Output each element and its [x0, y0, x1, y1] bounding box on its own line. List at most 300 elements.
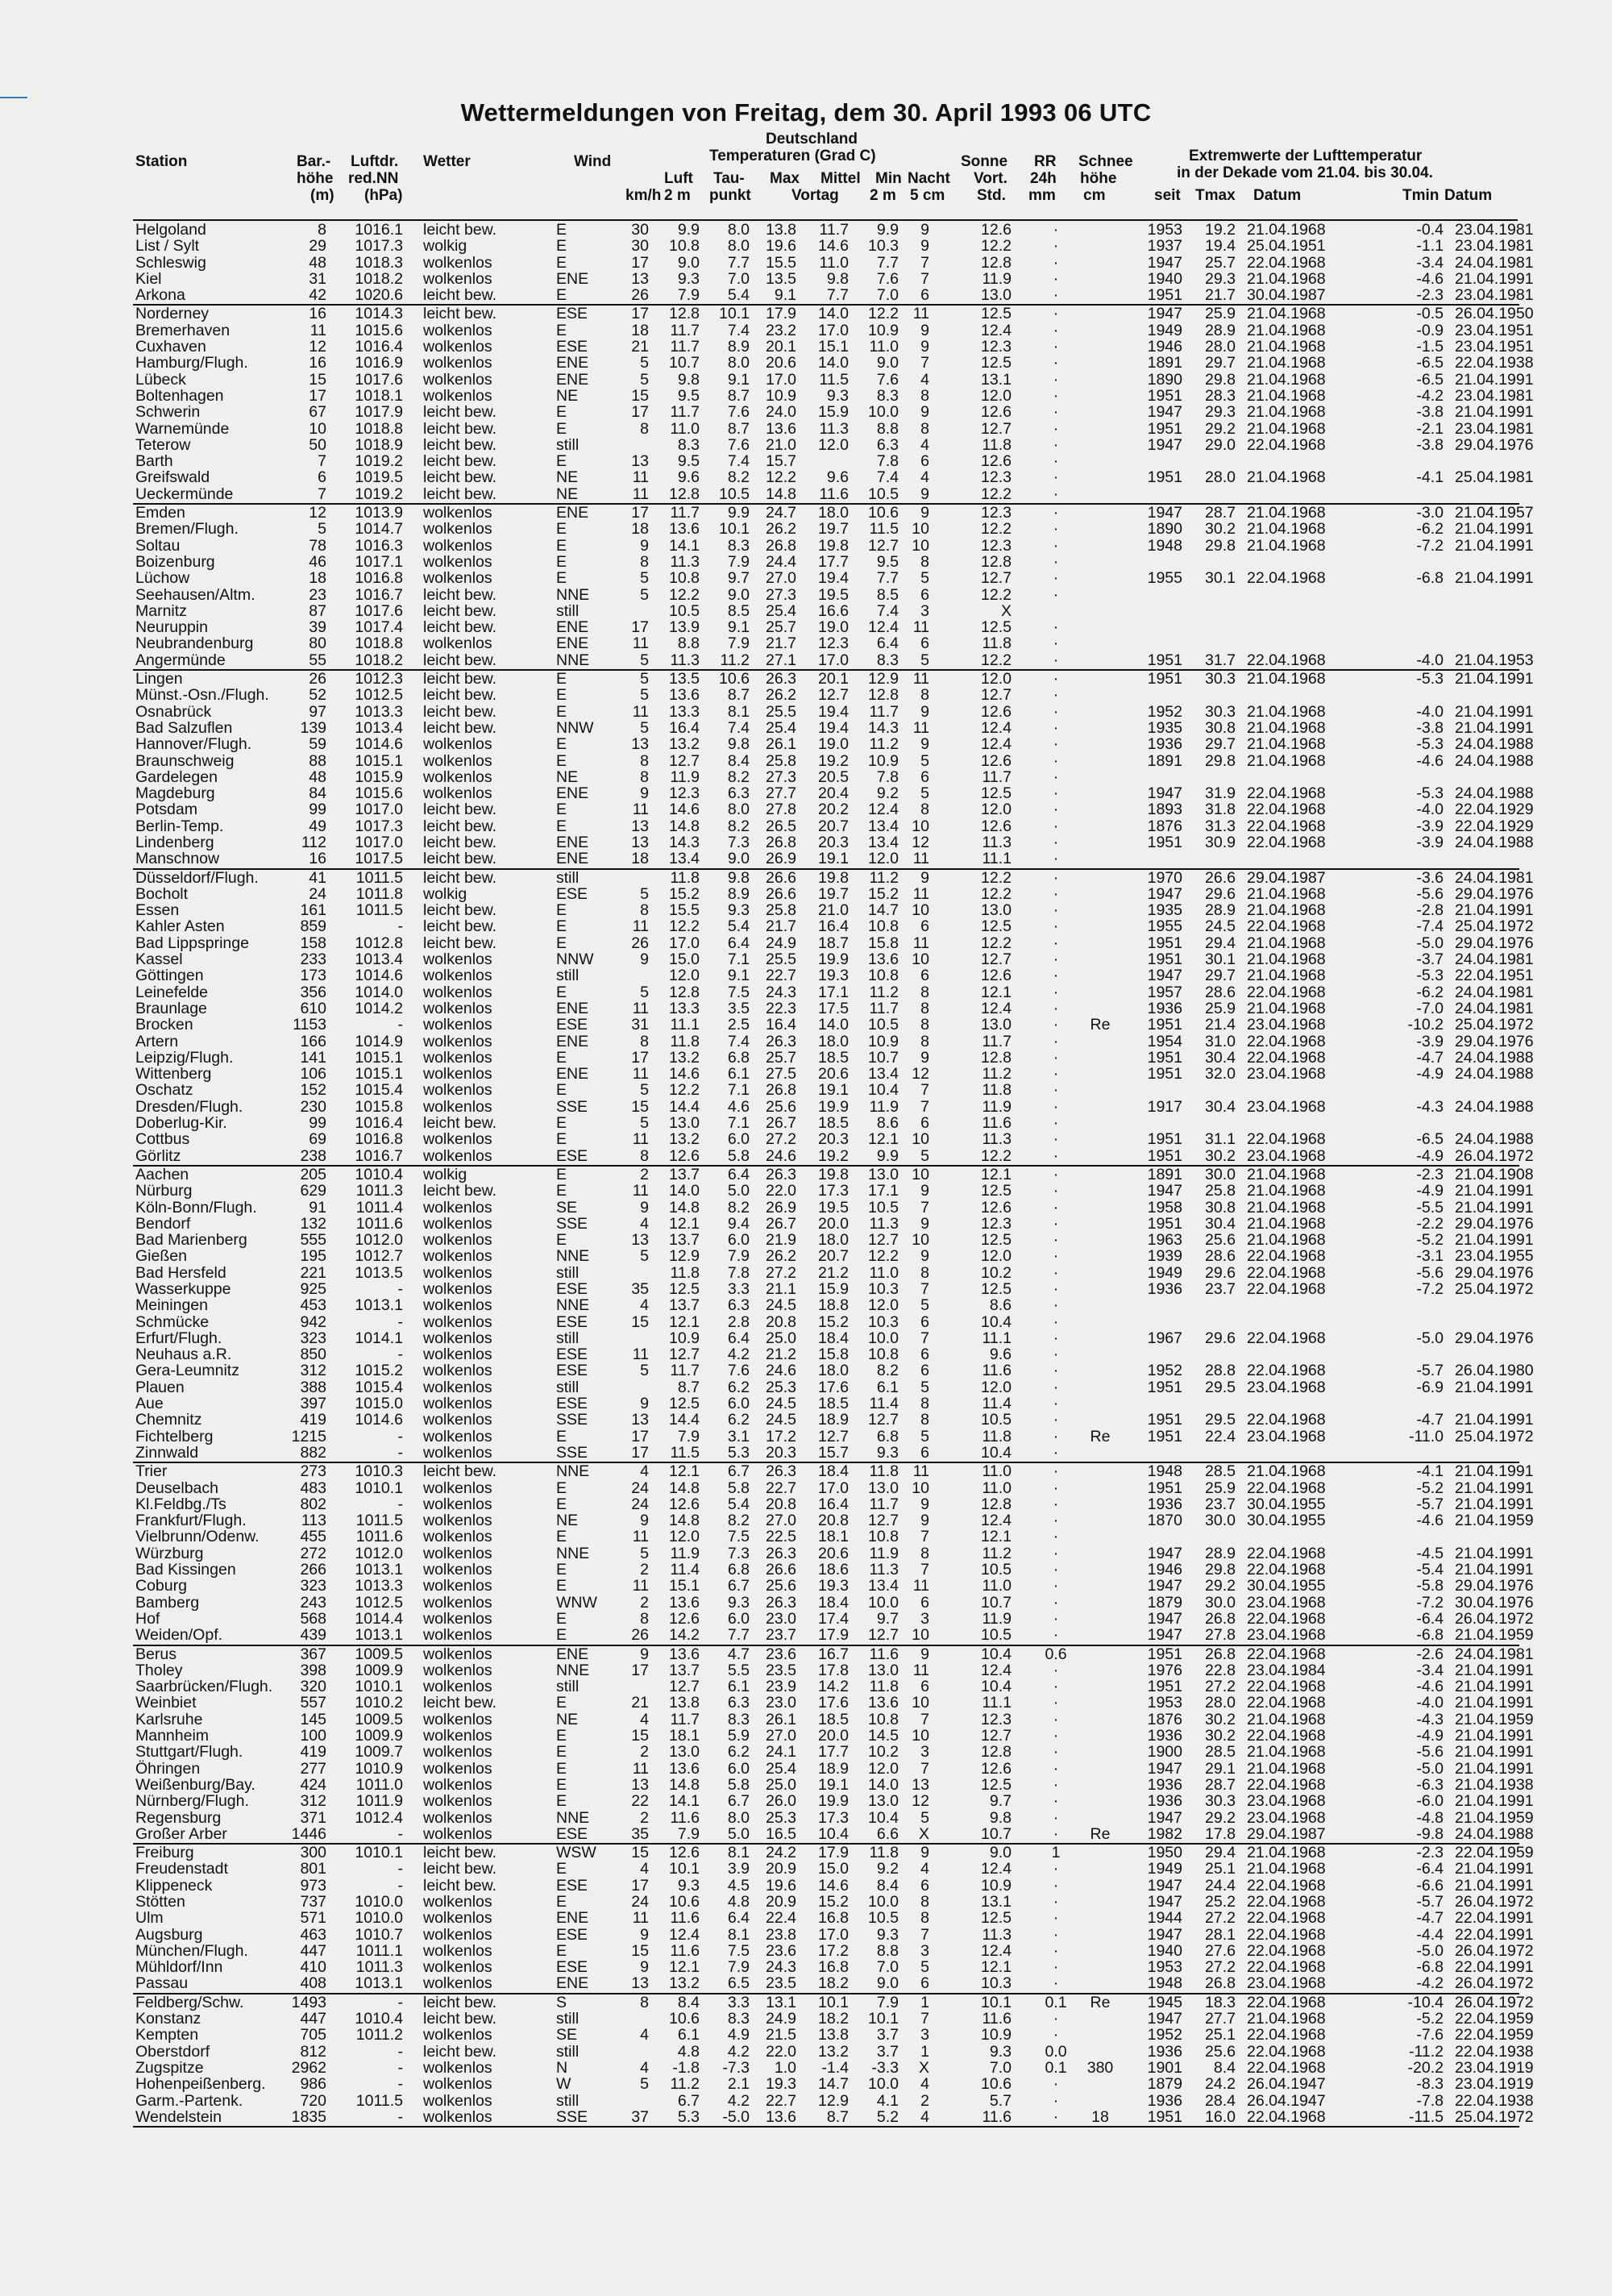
cell-mittel: 17.1	[818, 983, 849, 1001]
cell-wind-dir: NNW	[556, 950, 594, 969]
cell-luft-2m: 12.6	[669, 1609, 700, 1628]
cell-seit: 1952	[1147, 2026, 1182, 2044]
cell-wetter: wolkenlos	[423, 999, 492, 1017]
cell-min-5cm: 8	[920, 386, 929, 405]
cell-rr: ·	[1053, 1048, 1059, 1067]
cell-tmax-date: 22.04.1968	[1247, 1280, 1326, 1298]
cell-taupunkt: 9.8	[727, 735, 750, 754]
table-row	[133, 1544, 1534, 1562]
cell-taupunkt: 6.4	[727, 934, 750, 952]
cell-wind-dir: N	[556, 2058, 568, 2077]
cell-wind-kmh: 17	[631, 1427, 649, 1445]
cell-tmin-date: 21.04.1991	[1455, 520, 1534, 539]
cell-tmin: -6.8	[1416, 1958, 1444, 1977]
cell-mittel: 14.6	[818, 237, 849, 256]
cell-tmax-date: 21.04.1968	[1247, 950, 1326, 969]
cell-min-5cm: 6	[920, 1876, 929, 1895]
cell-tmin: -6.9	[1416, 1378, 1444, 1396]
cell-max: 22.7	[766, 967, 796, 985]
cell-max: 25.5	[766, 702, 796, 721]
cell-rr: ·	[1053, 917, 1059, 936]
cell-max: 25.7	[766, 618, 796, 637]
cell-sonne: 10.4	[981, 1443, 1012, 1462]
cell-bar-hoehe: 737	[300, 1892, 326, 1911]
cell-max: 23.8	[766, 1925, 796, 1944]
cell-station: Doberlug-Kir.	[135, 1114, 227, 1133]
cell-luftdruck: 1019.2	[355, 485, 403, 503]
cell-bar-hoehe: 113	[301, 1512, 326, 1530]
cell-sonne: 11.1	[982, 850, 1012, 868]
cell-max: 24.5	[766, 1296, 796, 1315]
cell-wind-dir: ENE	[556, 784, 589, 803]
cell-sonne: 10.5	[981, 1626, 1012, 1645]
cell-seit: 1946	[1147, 338, 1182, 356]
cell-luftdruck: 1010.2	[355, 1694, 403, 1712]
cell-tmax-date: 22.04.1968	[1247, 1775, 1326, 1794]
cell-tmin: -4.7	[1416, 1411, 1444, 1429]
cell-max: 23.0	[766, 1609, 796, 1628]
cell-wind-kmh: 11	[632, 1909, 649, 1928]
cell-taupunkt: 7.6	[727, 1362, 750, 1380]
cell-station: Öhringen	[135, 1759, 201, 1778]
cell-luft-2m: 11.8	[670, 1263, 700, 1282]
cell-mittel: 19.9	[818, 1792, 849, 1811]
cell-max: 25.3	[766, 1378, 796, 1396]
cell-sonne: 10.6	[981, 2075, 1012, 2094]
cell-luftdruck: 1015.4	[355, 1081, 403, 1100]
cell-wind-dir: ESE	[556, 1362, 588, 1380]
cell-wind-kmh: 11	[632, 485, 649, 503]
cell-tmin: -3.9	[1416, 817, 1444, 835]
cell-min-5cm: 5	[920, 1427, 929, 1445]
cell-tmax-date: 21.04.1968	[1247, 1214, 1326, 1233]
table-row	[133, 1876, 1534, 1895]
cell-min-5cm: 11	[912, 850, 929, 868]
cell-station: Hohenpeißenberg.	[135, 2075, 266, 2094]
cell-tmin-date: 26.04.1972	[1455, 1892, 1534, 1911]
cell-tmin: -2.2	[1416, 1214, 1444, 1233]
cell-rr: ·	[1053, 983, 1059, 1001]
cell-sonne: 12.3	[981, 1710, 1012, 1728]
cell-bar-hoehe: 243	[300, 1593, 326, 1612]
cell-luftdruck: 1018.8	[355, 634, 403, 653]
header-min: Min	[875, 170, 902, 187]
cell-station: Hamburg/Flugh.	[135, 354, 248, 372]
cell-station: Norderney	[135, 305, 210, 323]
table-row	[133, 1593, 1534, 1612]
table-row	[133, 1479, 1534, 1497]
cell-tmax-date: 22.04.1968	[1247, 1678, 1326, 1696]
cell-station: Zugspitze	[135, 2058, 204, 2077]
cell-wind-dir: NNE	[556, 1661, 590, 1679]
cell-taupunkt: 6.0	[727, 1130, 750, 1149]
cell-station: Soltau	[135, 536, 181, 555]
cell-min-5cm: 8	[920, 686, 929, 705]
cell-min-2m: 13.4	[868, 817, 899, 835]
cell-wind-dir: E	[556, 321, 567, 339]
cell-tmax: 28.0	[1205, 338, 1236, 356]
cell-tmax: 28.5	[1205, 1462, 1236, 1481]
cell-luft-2m: 4.8	[677, 2042, 700, 2061]
cell-luftdruck: 1013.4	[355, 718, 403, 737]
cell-tmin-date: 22.04.1991	[1455, 1925, 1534, 1944]
cell-tmax: 28.9	[1205, 901, 1236, 920]
cell-taupunkt: 7.3	[727, 833, 750, 851]
cell-tmin: -7.2	[1416, 1280, 1444, 1298]
cell-wetter: wolkenlos	[423, 1097, 492, 1116]
cell-bar-hoehe: 925	[300, 1280, 326, 1298]
cell-wind-kmh: 9	[640, 950, 649, 969]
cell-sonne: 12.8	[981, 1495, 1012, 1513]
cell-tmin: -4.4	[1416, 1925, 1444, 1944]
cell-seit: 1947	[1147, 1925, 1182, 1944]
cell-station: Görlitz	[135, 1146, 181, 1165]
cell-max: 27.2	[766, 1263, 796, 1282]
cell-wind-dir: E	[556, 1609, 567, 1628]
cell-bar-hoehe: 568	[300, 1609, 326, 1628]
cell-bar-hoehe: 812	[300, 2042, 326, 2061]
cell-schnee: Re	[1090, 1993, 1111, 2011]
cell-taupunkt: 7.9	[727, 552, 750, 571]
cell-max: 26.0	[766, 1792, 796, 1811]
cell-tmax-date: 23.04.1968	[1247, 1792, 1326, 1811]
cell-mittel: 17.5	[818, 999, 849, 1017]
cell-tmax-date: 22.04.1968	[1247, 1909, 1326, 1928]
cell-tmax: 16.0	[1205, 2107, 1236, 2126]
cell-tmax: 28.0	[1205, 1694, 1236, 1712]
cell-min-2m: 12.4	[868, 618, 899, 637]
station-group	[133, 1993, 1534, 2128]
cell-tmin-date: 22.04.1929	[1455, 801, 1534, 819]
cell-taupunkt: 4.7	[727, 1645, 750, 1663]
header-luftdr-3: (hPa)	[364, 187, 403, 204]
cell-station: Gießen	[135, 1247, 187, 1266]
cell-luftdruck: 1010.0	[355, 1909, 403, 1928]
cell-bar-hoehe: 52	[309, 686, 326, 705]
cell-wind-kmh: 31	[631, 1016, 649, 1034]
cell-mittel: 12.7	[818, 1427, 849, 1445]
cell-wind-dir: ESE	[556, 1146, 588, 1165]
cell-wind-kmh: 5	[640, 1247, 649, 1266]
cell-station: Artern	[135, 1032, 179, 1050]
cell-mittel: -1.4	[821, 2058, 849, 2077]
cell-tmin-date: 21.04.1991	[1455, 1694, 1534, 1712]
cell-seit: 1951	[1147, 1378, 1182, 1396]
cell-schnee: Re	[1090, 1427, 1111, 1445]
cell-min-5cm: 5	[920, 569, 929, 588]
cell-tmin-date: 23.04.1981	[1455, 419, 1534, 438]
cell-wetter: wolkenlos	[423, 1280, 492, 1298]
cell-wetter: wolkenlos	[423, 1329, 492, 1347]
cell-min-2m: 7.0	[876, 1958, 899, 1977]
cell-min-5cm: 5	[920, 1958, 929, 1977]
cell-wetter: wolkenlos	[423, 967, 492, 985]
cell-luftdruck: 1011.3	[355, 1958, 403, 1977]
cell-luft-2m: 13.3	[669, 702, 700, 721]
cell-bar-hoehe: 139	[300, 718, 326, 737]
cell-wind-dir: E	[556, 917, 567, 936]
cell-min-5cm: 3	[920, 1941, 929, 1960]
cell-tmin: -4.8	[1416, 1808, 1444, 1827]
cell-mittel: 11.6	[819, 485, 849, 503]
cell-min-2m: 13.6	[868, 1694, 899, 1712]
cell-wetter: wolkenlos	[423, 1427, 492, 1445]
cell-min-5cm: 4	[920, 2107, 929, 2126]
cell-max: 27.2	[766, 1130, 796, 1149]
cell-min-2m: 9.2	[876, 784, 899, 803]
cell-taupunkt: 9.1	[727, 370, 750, 389]
cell-wind-dir: SSE	[556, 1097, 588, 1116]
cell-rr: ·	[1053, 1792, 1059, 1811]
cell-tmin-date: 23.04.1981	[1455, 386, 1534, 405]
cell-luftdruck: -	[397, 1495, 403, 1513]
cell-wind-kmh: 13	[631, 1974, 649, 1993]
cell-mittel: 12.3	[818, 634, 849, 653]
cell-tmin-date: 21.04.1991	[1455, 702, 1534, 721]
cell-taupunkt: 4.2	[727, 1346, 750, 1364]
cell-luft-2m: 14.0	[669, 1182, 700, 1200]
cell-taupunkt: 6.8	[727, 1561, 750, 1579]
cell-rr: ·	[1053, 1678, 1059, 1696]
cell-tmax-date: 25.04.1951	[1247, 237, 1326, 256]
cell-mittel: 19.7	[818, 884, 849, 903]
cell-station: Berlin-Temp.	[135, 817, 224, 835]
cell-wetter: wolkenlos	[423, 1626, 492, 1645]
table-row	[133, 1909, 1534, 1928]
cell-tmax: 25.9	[1205, 1479, 1236, 1497]
cell-tmax-date: 21.04.1968	[1247, 354, 1326, 372]
cell-seit: 1970	[1147, 868, 1182, 887]
cell-wind-kmh: 4	[640, 2058, 649, 2077]
cell-luftdruck: -	[397, 1312, 403, 1331]
cell-luft-2m: 12.6	[669, 1146, 700, 1165]
cell-min-2m: 6.4	[876, 634, 899, 653]
cell-seit: 1954	[1147, 1032, 1182, 1050]
cell-max: 25.8	[766, 751, 796, 770]
cell-bar-hoehe: 720	[300, 2091, 326, 2110]
cell-station: Seehausen/Altm.	[135, 585, 256, 604]
cell-wind-kmh: 4	[640, 1214, 649, 1233]
cell-wetter: wolkenlos	[423, 2026, 492, 2044]
cell-tmin-date: 26.04.1972	[1455, 1974, 1534, 1993]
cell-seit: 1936	[1147, 2042, 1182, 2061]
cell-max: 20.9	[766, 1860, 796, 1878]
cell-tmax: 24.4	[1205, 1876, 1236, 1895]
cell-wetter: wolkenlos	[423, 1974, 492, 1993]
cell-wind-dir: ENE	[556, 1032, 589, 1050]
cell-min-5cm: 8	[920, 1032, 929, 1050]
cell-wind-kmh: 11	[632, 1346, 649, 1364]
cell-luft-2m: 9.5	[677, 386, 700, 405]
cell-tmax-date: 22.04.1968	[1247, 1329, 1326, 1347]
cell-tmin: -5.3	[1416, 670, 1444, 688]
cell-wind-kmh: 11	[632, 1759, 649, 1778]
cell-wind-dir: E	[556, 1727, 567, 1745]
cell-station: Bad Kissingen	[135, 1561, 236, 1579]
cell-wind-kmh: 13	[631, 269, 649, 288]
cell-min-2m: 10.0	[868, 2075, 899, 2094]
cell-min-5cm: 6	[920, 452, 929, 471]
cell-wind-dir: NE	[556, 485, 579, 503]
cell-tmin-date: 24.04.1981	[1455, 983, 1534, 1001]
cell-mittel: 19.0	[818, 735, 849, 754]
table-row	[133, 1678, 1534, 1696]
cell-station: Freudenstadt	[135, 1860, 228, 1878]
cell-min-2m: 11.0	[869, 1263, 899, 1282]
cell-min-2m: 4.1	[876, 2091, 899, 2110]
cell-wind-kmh: 2	[640, 1743, 649, 1762]
cell-min-5cm: 6	[920, 1312, 929, 1331]
table-row	[133, 1645, 1534, 1663]
cell-wind-kmh: 24	[631, 1495, 649, 1513]
cell-max: 26.9	[766, 1198, 796, 1217]
cell-station: Dresden/Flugh.	[135, 1097, 243, 1116]
cell-taupunkt: 7.3	[727, 1544, 750, 1562]
cell-tmin: -4.2	[1416, 1974, 1444, 1993]
cell-tmin-date: 21.04.1957	[1455, 504, 1534, 522]
cell-taupunkt: 8.1	[727, 702, 750, 721]
cell-luftdruck: 1011.2	[355, 2026, 403, 2044]
table-row	[133, 504, 1534, 522]
cell-max: 23.9	[766, 1678, 796, 1696]
cell-seit: 1951	[1147, 651, 1182, 669]
cell-luft-2m: 10.5	[669, 601, 700, 620]
cell-seit: 1951	[1147, 1146, 1182, 1165]
cell-luft-2m: 11.8	[670, 868, 700, 887]
cell-seit: 1947	[1147, 435, 1182, 454]
cell-tmax-date: 26.04.1947	[1247, 2075, 1326, 2094]
header-vortag: Vortag	[791, 187, 839, 204]
cell-mittel: 15.2	[818, 1312, 849, 1331]
cell-wind-kmh: 5	[640, 1081, 649, 1100]
cell-station: Hof	[135, 1609, 160, 1628]
cell-max: 25.0	[766, 1775, 796, 1794]
cell-wetter: wolkenlos	[423, 1710, 492, 1728]
cell-min-2m: 11.6	[869, 1645, 899, 1663]
cell-tmax-date: 22.04.1968	[1247, 2042, 1326, 2061]
cell-wind-kmh: 9	[640, 1512, 649, 1530]
cell-luftdruck: 1016.8	[355, 1130, 403, 1149]
cell-luftdruck: 1010.7	[355, 1925, 403, 1944]
cell-station: Potsdam	[135, 801, 197, 819]
cell-bar-hoehe: 16	[309, 305, 326, 323]
cell-luftdruck: 1016.1	[355, 221, 403, 239]
cell-min-2m: 10.0	[868, 1329, 899, 1347]
cell-min-5cm: 11	[912, 884, 929, 903]
cell-wind-kmh: 13	[631, 833, 649, 851]
cell-tmin: -5.6	[1416, 884, 1444, 903]
cell-wind-kmh: 13	[631, 735, 649, 754]
cell-tmin: -7.6	[1416, 2026, 1444, 2044]
cell-sonne: 11.8	[982, 1081, 1012, 1100]
cell-luft-2m: 13.3	[669, 999, 700, 1017]
cell-wind-dir: NNE	[556, 1296, 590, 1315]
cell-min-5cm: X	[918, 2058, 929, 2077]
header-wind: Wind	[574, 153, 612, 170]
cell-tmax-date: 22.04.1968	[1247, 983, 1326, 1001]
cell-max: 26.3	[766, 1544, 796, 1562]
cell-tmin: -0.5	[1416, 305, 1444, 323]
cell-min-2m: 3.7	[876, 2042, 899, 2061]
cell-station: Cottbus	[135, 1130, 190, 1149]
cell-mittel: 19.1	[818, 1775, 849, 1794]
cell-seit: 1951	[1147, 670, 1182, 688]
cell-wind-dir: NNW	[556, 718, 594, 737]
cell-luft-2m: 6.7	[677, 2091, 700, 2110]
cell-tmax-date: 30.04.1955	[1247, 1495, 1326, 1513]
cell-min-5cm: 6	[920, 967, 929, 985]
cell-max: 27.1	[766, 651, 796, 669]
header-rr-1: RR	[1034, 153, 1057, 170]
cell-min-5cm: 7	[920, 1925, 929, 1944]
cell-min-5cm: 10	[912, 520, 929, 539]
cell-tmax-date: 21.04.1968	[1247, 221, 1326, 239]
cell-wetter: wolkenlos	[423, 504, 492, 522]
cell-tmin-date: 24.04.1981	[1455, 950, 1534, 969]
cell-luftdruck: 1017.3	[355, 237, 403, 256]
cell-taupunkt: 6.0	[727, 1231, 750, 1250]
cell-wetter: leicht bew.	[423, 403, 497, 422]
cell-sonne: 12.5	[981, 784, 1012, 803]
cell-bar-hoehe: 41	[309, 868, 326, 887]
cell-wind-dir: E	[556, 1231, 567, 1250]
cell-rr: ·	[1053, 1411, 1059, 1429]
cell-station: Lübeck	[135, 370, 186, 389]
cell-tmin-date: 21.04.1991	[1455, 269, 1534, 288]
cell-wind-dir: E	[556, 1626, 567, 1645]
cell-luftdruck: 1011.6	[355, 1528, 403, 1546]
cell-mittel: 13.2	[818, 2042, 849, 2061]
cell-min-5cm: 4	[920, 1860, 929, 1878]
cell-tmin-date: 21.04.1991	[1455, 1479, 1534, 1497]
cell-luftdruck: 1014.4	[355, 1609, 403, 1628]
cell-tmax: 8.4	[1213, 2058, 1236, 2077]
cell-wind-kmh: 11	[632, 634, 649, 653]
cell-sonne: 12.7	[981, 1727, 1012, 1745]
cell-luftdruck: 1010.4	[355, 2010, 403, 2028]
cell-min-5cm: 9	[920, 221, 929, 239]
table-row	[133, 1661, 1534, 1679]
cell-rr: ·	[1053, 237, 1059, 256]
cell-wetter: wolkenlos	[423, 767, 492, 786]
cell-mittel: 10.4	[818, 1824, 849, 1843]
cell-wind-dir: E	[556, 901, 567, 920]
cell-tmax-date: 29.04.1987	[1247, 868, 1326, 887]
header-nacht: Nacht	[908, 170, 950, 187]
cell-min-5cm: 11	[912, 1577, 929, 1595]
cell-wetter: wolkenlos	[423, 1263, 492, 1282]
cell-wetter: wolkenlos	[423, 552, 492, 571]
cell-wind-dir: E	[556, 1495, 567, 1513]
cell-min-5cm: 6	[920, 1443, 929, 1462]
header-kmh: km/h	[625, 187, 662, 204]
cell-mittel: 17.4	[818, 1609, 849, 1628]
cell-min-5cm: 10	[912, 1231, 929, 1250]
cell-mittel: 20.3	[818, 833, 849, 851]
cell-bar-hoehe: 555	[300, 1231, 326, 1250]
cell-seit: 1891	[1147, 751, 1182, 770]
cell-bar-hoehe: 571	[300, 1909, 326, 1928]
cell-tmax-date: 22.04.1968	[1247, 917, 1326, 936]
cell-min-2m: 9.7	[876, 1609, 899, 1628]
cell-seit: 1951	[1147, 950, 1182, 969]
header-deutschland: Deutschland	[766, 131, 858, 148]
cell-rr: ·	[1053, 2075, 1059, 2094]
cell-taupunkt: 3.3	[727, 1993, 750, 2011]
cell-min-2m: 10.1	[868, 2010, 899, 2028]
cell-rr: ·	[1053, 833, 1059, 851]
cell-seit: 1955	[1147, 569, 1182, 588]
